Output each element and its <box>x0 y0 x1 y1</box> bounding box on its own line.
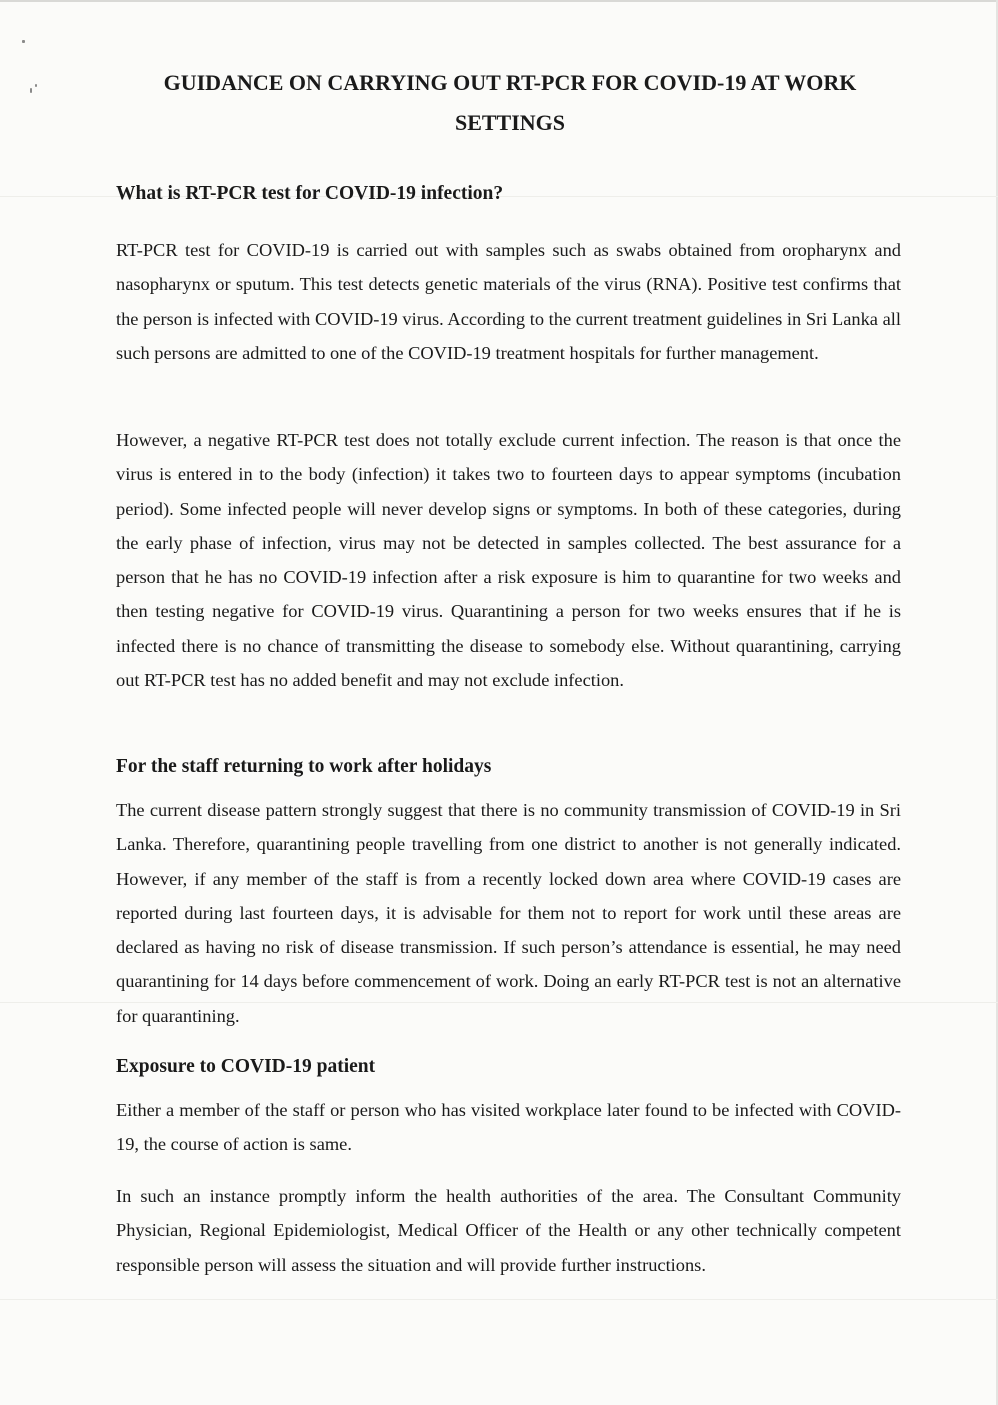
paragraph-rt-pcr-definition: RT-PCR test for COVID-19 is carried out with samples such as swabs obtained from oropharynx and nasopharynx or sputum. This test detects genetic materials of the virus (RNA). Positive test confirms that the person is infected with COVID-19 virus. According to the current treatment guidelines in Sri Lanka all such persons are admitted to one of the COVID-19 treatment hospitals for further management. <box>116 240 901 363</box>
scan-edge-top <box>0 0 998 2</box>
scan-speck <box>35 84 37 87</box>
paragraph-negative-test: However, a negative RT-PCR test does not totally exclude current infection. The reason is that once the virus is entered in to the body (infection) it takes two to fourteen days to appear symptoms (incubation period). Some infected people will never develop signs or symptoms. In both of these categories, during the early phase of infection, virus may not be detected in samples collected. The best assurance for a person that he has no COVID-19 infection after a risk exposure is him to quarantine for two weeks and then testing negative for COVID-19 virus. Quarantining a person for two weeks ensures that if he is infected there is no chance of transmitting the disease to somebody else. Without quarantining, carrying out RT-PCR test has no added benefit and may not exclude infection. <box>116 430 901 691</box>
document-title <box>100 63 920 143</box>
paragraph-inform-authorities: In such an instance promptly inform the health authorities of the area. The Consultant Community Physician, Regional Epidemiologist, Medical Officer of the Health or any other technically competent responsible person will assess the situation and will provide further instructions. <box>116 1186 901 1275</box>
section-heading-returning-staff: For the staff returning to work after holidays <box>116 756 492 777</box>
document-title-line-1: GUIDANCE ON CARRYING OUT RT-PCR FOR COVID-19 AT WORK <box>163 70 857 95</box>
paragraph-returning-staff: The current disease pattern strongly suggest that there is no community transmission of COVID-19 in Sri Lanka. Therefore, quarantining people travelling from one district to another is not generally indicated. However, if any member of the staff is from a recently locked down area where COVID-19 cases are reported during last fourteen days, it is advisable for them not to report for work until these areas are declared as having no risk of disease transmission. If such person’s attendance is essential, he may need quarantining for 14 days before commencement of work. Doing an early RT-PCR test is not an alternative for quarantining. <box>116 800 901 1026</box>
paragraph-exposure-course-of-action: Either a member of the staff or person who has visited workplace later found to be infected with COVID-19, the course of action is same. <box>116 1100 901 1155</box>
scan-speck <box>22 40 25 43</box>
section-heading-rt-pcr: What is RT-PCR test for COVID-19 infection? <box>116 183 504 204</box>
section-heading-exposure: Exposure to COVID-19 patient <box>116 1056 376 1077</box>
scan-speck <box>30 88 32 93</box>
document-title-line-2: SETTINGS <box>454 110 566 135</box>
bleed-through-line <box>0 1299 998 1300</box>
